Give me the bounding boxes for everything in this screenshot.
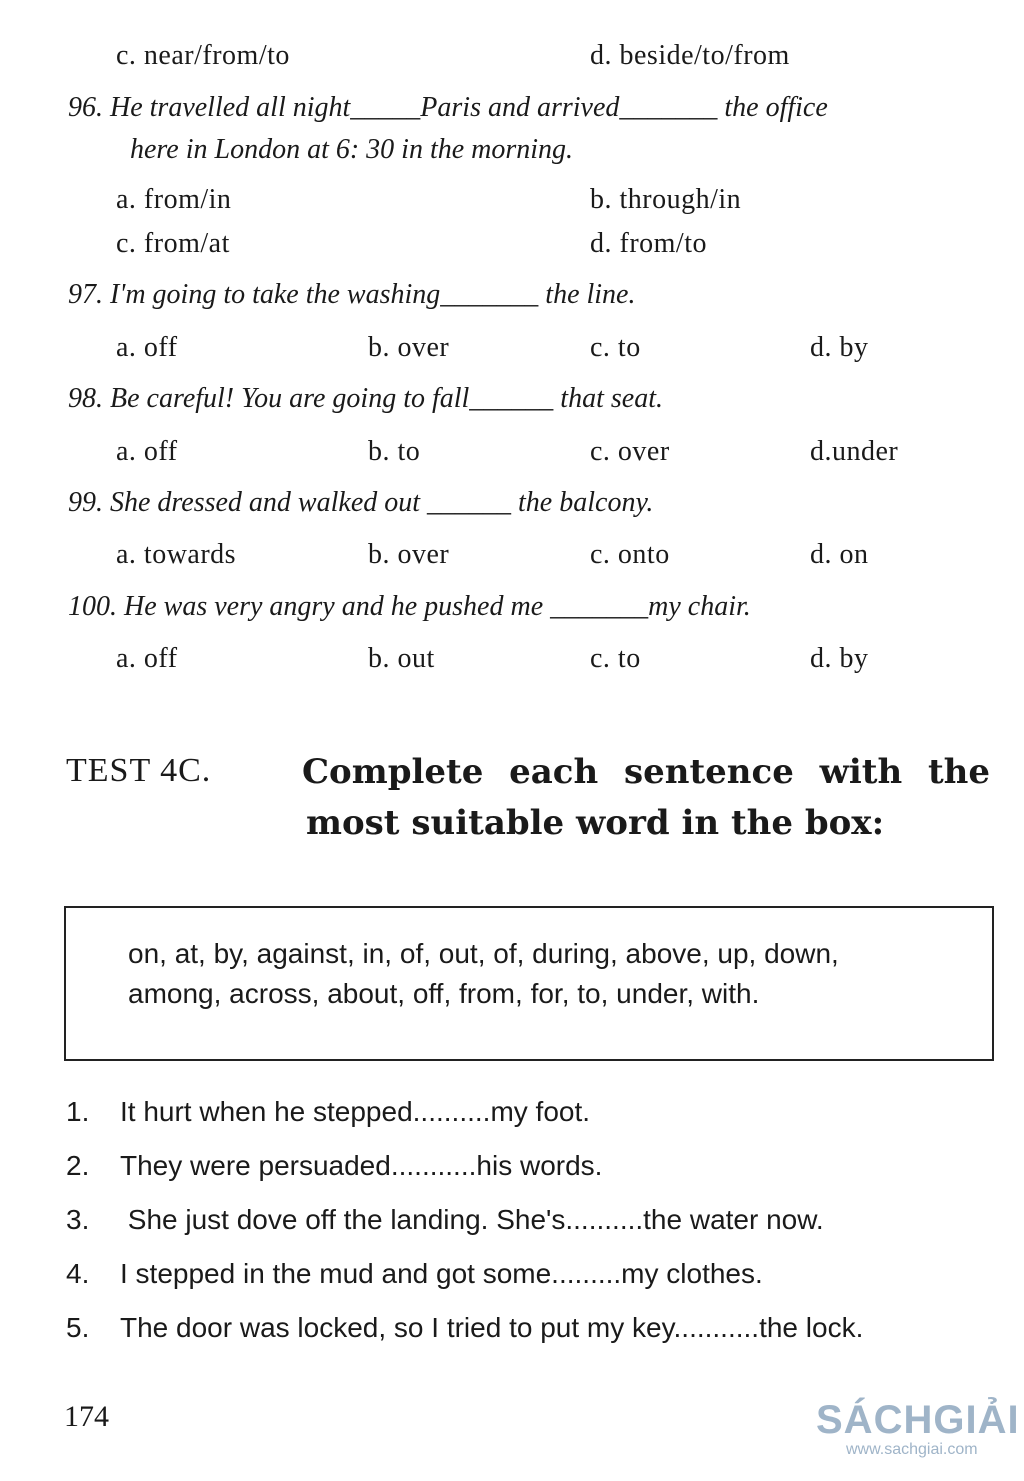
item-text: I stepped in the mud and got some.........my clothes. bbox=[120, 1258, 763, 1289]
question-96-cont: here in London at 6: 30 in the morning. bbox=[130, 134, 574, 165]
exercise-item bbox=[66, 1096, 590, 1128]
q97-option-a: a. off bbox=[116, 332, 178, 363]
q98-option-d: d.under bbox=[810, 436, 899, 467]
watermark-brand: SÁCHGIẢI bbox=[816, 1398, 1020, 1442]
q99-option-b: b. over bbox=[368, 539, 450, 570]
q98-option-b: b. to bbox=[368, 436, 421, 467]
item-number: 5. bbox=[66, 1312, 90, 1343]
question-100: 100. He was very angry and he pushed me _______my chair. bbox=[68, 591, 751, 622]
word-box-line1: on, at, by, against, in, of, out, of, during, above, up, down, bbox=[128, 938, 839, 969]
q98-option-a: a. off bbox=[116, 436, 178, 467]
word-box bbox=[64, 906, 994, 1061]
q96-option-d: d. from/to bbox=[590, 228, 707, 259]
q97-option-d: d. by bbox=[810, 332, 869, 363]
q96-option-a: a. from/in bbox=[116, 184, 232, 215]
q96-option-c: c. from/at bbox=[116, 228, 230, 259]
test-title-line1: Complete each sentence with the bbox=[302, 752, 990, 792]
item-number: 3. bbox=[66, 1204, 90, 1235]
option-c: c. near/from/to bbox=[116, 40, 290, 71]
q97-option-b: b. over bbox=[368, 332, 450, 363]
q99-option-d: d. on bbox=[810, 539, 869, 570]
word-box-line2: among, across, about, off, from, for, to, under, with. bbox=[128, 978, 760, 1009]
item-number: 4. bbox=[66, 1258, 90, 1289]
q100-option-c: c. to bbox=[590, 643, 641, 674]
q100-option-a: a. off bbox=[116, 643, 178, 674]
option-d: d. beside/to/from bbox=[590, 40, 790, 71]
q100-option-b: b. out bbox=[368, 643, 435, 674]
item-text: The door was locked, so I tried to put my key...........the lock. bbox=[120, 1312, 864, 1343]
item-text: It hurt when he stepped..........my foot. bbox=[120, 1096, 591, 1127]
item-text: She just dove off the landing. She's..........the water now. bbox=[120, 1204, 824, 1235]
exercise-item bbox=[66, 1204, 824, 1236]
test-title-line2: most suitable word in the box: bbox=[306, 803, 885, 843]
q97-option-c: c. to bbox=[590, 332, 641, 363]
question-97: 97. I'm going to take the washing_______ the line. bbox=[68, 279, 636, 310]
q96-option-b: b. through/in bbox=[590, 184, 742, 215]
question-98: 98. Be careful! You are going to fall______ that seat. bbox=[68, 383, 663, 414]
exercise-item bbox=[66, 1312, 863, 1344]
item-number: 2. bbox=[66, 1150, 90, 1181]
q100-option-d: d. by bbox=[810, 643, 869, 674]
item-text: They were persuaded...........his words. bbox=[120, 1150, 603, 1181]
question-96: 96. He travelled all night_____Paris and arrived_______ the office bbox=[68, 92, 828, 123]
q98-option-c: c. over bbox=[590, 436, 670, 467]
test-label: TEST 4C. bbox=[66, 752, 212, 789]
exercise-item bbox=[66, 1258, 763, 1290]
exercise-item bbox=[66, 1150, 602, 1182]
watermark-site: www.sachgiai.com bbox=[846, 1441, 978, 1458]
page-number: 174 bbox=[64, 1400, 109, 1433]
q99-option-c: c. onto bbox=[590, 539, 670, 570]
item-number: 1. bbox=[66, 1096, 90, 1127]
question-99: 99. She dressed and walked out ______ the balcony. bbox=[68, 487, 654, 518]
watermark-logo bbox=[816, 1398, 1020, 1459]
q99-option-a: a. towards bbox=[116, 539, 237, 570]
